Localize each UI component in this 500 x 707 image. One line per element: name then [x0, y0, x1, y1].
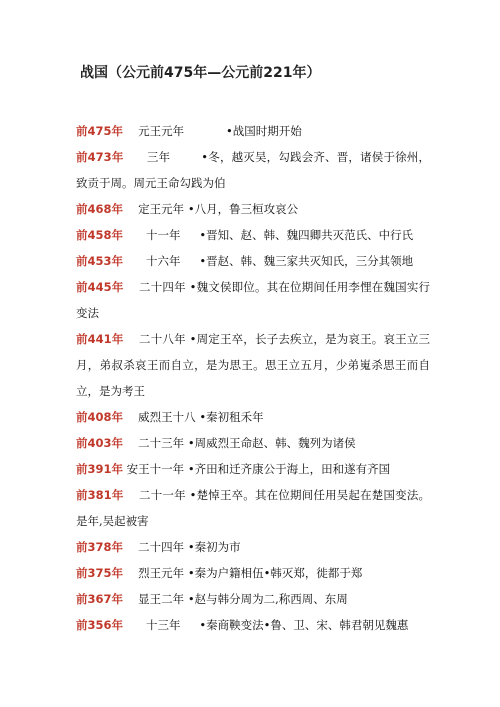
- entry-year: 前391年: [76, 462, 124, 476]
- entry-event: •冬，越灭吴，勾践会齐、晋，诸侯于徐州，致贡于周。周元王命勾践为伯: [76, 150, 430, 190]
- entry-event: •晋知、赵、韩、魏四卿共灭范氏、中行氏: [199, 228, 414, 242]
- timeline-entry: [76, 144, 430, 196]
- timeline-entry: [76, 430, 430, 456]
- entry-event: •魏文侯即位。其在位期间任用李悝在魏国实行变法: [76, 280, 430, 320]
- timeline-entry: [76, 404, 430, 430]
- entry-year: 前378年: [76, 540, 124, 554]
- entry-event: •晋赵、韩、魏三家共灭知氏，三分其领地: [199, 254, 414, 268]
- entry-event: •赵与韩分周为二,称西周、东周: [187, 592, 348, 606]
- entry-year: 前445年: [76, 280, 124, 294]
- entry-year: 前475年: [76, 124, 124, 138]
- entry-year: 前458年: [76, 228, 124, 242]
- entry-event: •齐田和迁齐康公于海上，田和遂有齐国: [187, 462, 391, 476]
- entry-reign: 二十四年: [123, 280, 190, 294]
- timeline-entry: [76, 560, 430, 586]
- entry-year: 前375年: [76, 566, 124, 580]
- entry-reign: 二十四年: [123, 540, 188, 554]
- entry-reign: 二十一年: [123, 488, 190, 502]
- entry-event: •秦初为市: [187, 540, 241, 554]
- entry-year: 前468年: [76, 202, 124, 216]
- entry-event: •秦商鞅变法•鲁、卫、宋、韩君朝见魏惠: [199, 618, 409, 632]
- entry-reign: 威烈王十八: [123, 410, 200, 424]
- entry-year: 前381年: [76, 488, 124, 502]
- timeline-entry: [76, 534, 430, 560]
- entry-year: 前356年: [76, 618, 124, 632]
- entry-reign: 安王十一年: [123, 462, 188, 476]
- entry-reign: 十三年: [123, 618, 200, 632]
- timeline-entry: [76, 586, 430, 612]
- entry-event: •战国时期开始: [225, 124, 302, 138]
- entry-reign: 元王元年: [123, 124, 226, 138]
- entry-reign: 二十八年: [123, 332, 190, 346]
- entry-reign: 十一年: [123, 228, 200, 242]
- timeline-entry: [76, 222, 430, 248]
- timeline-entry: [76, 248, 430, 274]
- page-title: 战国（公元前475年—公元前221年）: [80, 65, 321, 81]
- entry-event: •秦初租禾年: [199, 410, 264, 424]
- entry-year: 前453年: [76, 254, 124, 268]
- entry-event: •周威烈王命赵、韩、魏列为诸侯: [187, 436, 356, 450]
- entry-reign: 三年: [123, 150, 202, 164]
- entry-year: 前441年: [76, 332, 124, 346]
- timeline-list: [76, 118, 430, 638]
- timeline-entry: [76, 196, 430, 222]
- entry-year: 前473年: [76, 150, 124, 164]
- entry-reign: 十六年: [123, 254, 200, 268]
- entry-event: •秦为户籍相伍•韩灭郑，徙都于郑: [187, 566, 363, 580]
- entry-reign: 烈王元年: [123, 566, 188, 580]
- entry-year: 前408年: [76, 410, 124, 424]
- timeline-entry: [76, 482, 430, 534]
- entry-event: •楚悼王卒。其在位期间任用吴起在楚国变法。是年,吴起被害: [76, 488, 430, 528]
- timeline-entry: [76, 326, 430, 404]
- timeline-entry: [76, 274, 430, 326]
- entry-reign: 二十三年: [123, 436, 188, 450]
- timeline-entry: [76, 612, 430, 638]
- entry-year: 前367年: [76, 592, 124, 606]
- entry-year: 前403年: [76, 436, 124, 450]
- entry-reign: 显王二年: [123, 592, 188, 606]
- entry-event: •八月，鲁三桓攻哀公: [187, 202, 299, 216]
- timeline-entry: [76, 118, 430, 144]
- entry-reign: 定王元年: [123, 202, 188, 216]
- timeline-entry: [76, 456, 430, 482]
- entry-event: •周定王卒，长子去疾立，是为哀王。哀王立三月，弟叔杀哀王而自立，是为思王。思王立五月，少弟嵬杀思王而自立，是为考王: [76, 332, 430, 398]
